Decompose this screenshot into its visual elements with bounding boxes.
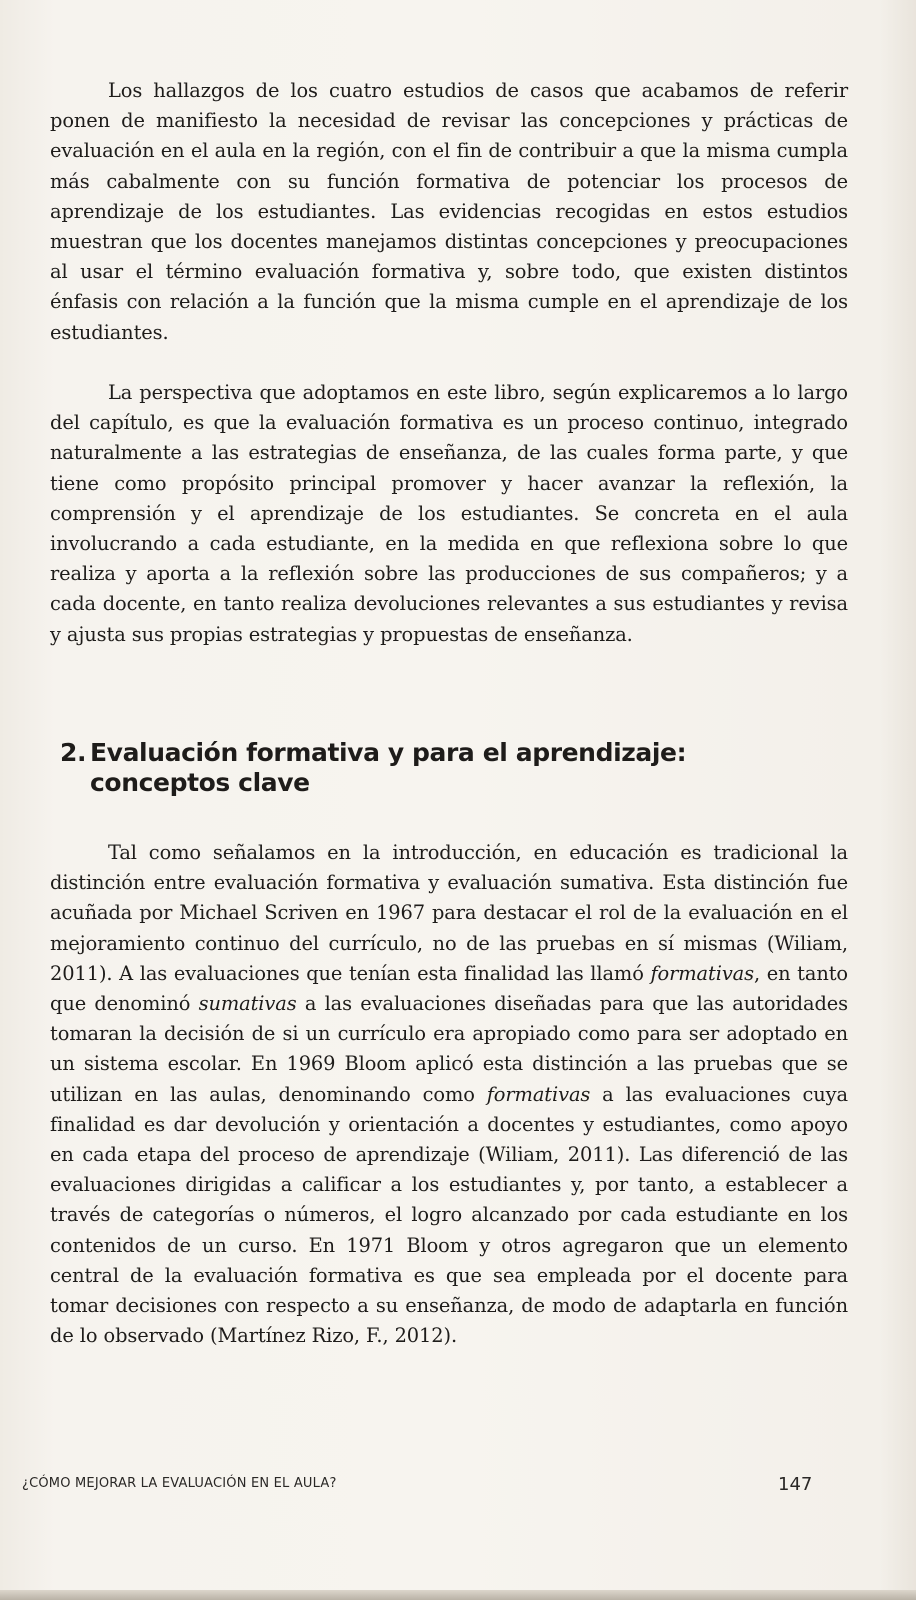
section-heading bbox=[60, 738, 820, 798]
paragraph-2-text: La perspectiva que adoptamos en este libro, según explicaremos a lo largo del capítulo, es que la evaluación formativa es un proceso continuo, integrado naturalmente a las estrategias de enseñanza, de las cuales forma parte, y que tiene como propósito principal promover y hacer avanzar la reflexión, la comprensión y el aprendizaje de los estudiantes. Se concreta en el aula involucrando a cada estudiante, en la medida en que reflexiona sobre lo que realiza y aporta a la reflexión sobre las producciones de sus compañeros; y a cada docente, en tanto realiza devoluciones relevantes a sus estudiantes y revisa y ajusta sus propias estrategias y propuestas de enseñanza. bbox=[50, 381, 848, 646]
paragraph-1 bbox=[50, 76, 848, 348]
paragraph-3-segment: , en tanto que denominó bbox=[50, 961, 848, 1016]
paragraph-1-text: Los hallazgos de los cuatro estudios de casos que acabamos de referir ponen de manifiesto la necesidad de revisar las concepciones y prácticas de evaluación en el aula en la región, con el fin de contribuir a que la misma cumpla más cabalmente con su función formativa de potenciar los procesos de aprendizaje de los estudiantes. Las evidencias recogidas en estos estudios muestran que los docentes manejamos distintas concepciones y preocupaciones al usar el término evaluación formativa y, sobre todo, que existen distintos énfasis con relación a la función que la misma cumple en el aprendizaje de los estudiantes. bbox=[50, 79, 848, 344]
paragraph-3 bbox=[50, 838, 848, 1351]
paragraph-3-segment: a las evaluaciones cuya finalidad es dar devolución y orientación a docentes y estudiantes, como apoyo en cada etapa del proceso de aprendizaje (Wiliam, 2011). Las diferenció de las evaluaciones dirigidas a calificar a los estudiantes y, por tanto, a establecer a través de categorías o números, el logro alcanzado por cada estudiante en los contenidos de un curso. En 1971 Bloom y otros agregaron que un elemento central de la evaluación formativa es que sea empleada por el docente para tomar decisiones con respecto a su enseñanza, de modo de adaptarla en función de lo observado (Martínez Rizo, F., 2012). bbox=[50, 1082, 848, 1348]
section-title: Evaluación formativa y para el aprendizaje: conceptos clave bbox=[90, 738, 687, 797]
italic-term-formativas: formativas bbox=[650, 961, 754, 985]
page-number: 147 bbox=[778, 1474, 813, 1495]
italic-term-formativas-2: formativas bbox=[486, 1082, 591, 1106]
page-bottom-edge bbox=[0, 1590, 916, 1600]
paragraph-3-segment: Tal como señalamos en la introducción, en educación es tradicional la distinción entre evaluación formativa y evaluación sumativa. Esta distinción fue acuñada por Michael Scriven en 1967 para destacar el rol de la evaluación en el mejoramiento continuo del currículo, no de las pruebas en sí mismas (Wiliam, 2011). A las evaluaciones que tenían esta finalidad las llamó bbox=[50, 841, 848, 985]
paragraph-2 bbox=[50, 378, 848, 650]
paragraph-3-segment: a las evaluaciones diseñadas para que las autoridades tomaran la decisión de si un currículo era apropiado como para ser adoptado en un sistema escolar. En 1969 Bloom aplicó esta distinción a las pruebas que se utilizan en las aulas, denominando como bbox=[50, 992, 848, 1106]
section-number: 2. bbox=[60, 738, 87, 767]
italic-term-sumativas: sumativas bbox=[198, 992, 297, 1016]
running-footer-title: ¿CÓMO MEJORAR LA EVALUACIÓN EN EL AULA? bbox=[22, 1476, 337, 1491]
paragraph-3-text bbox=[50, 838, 848, 1351]
